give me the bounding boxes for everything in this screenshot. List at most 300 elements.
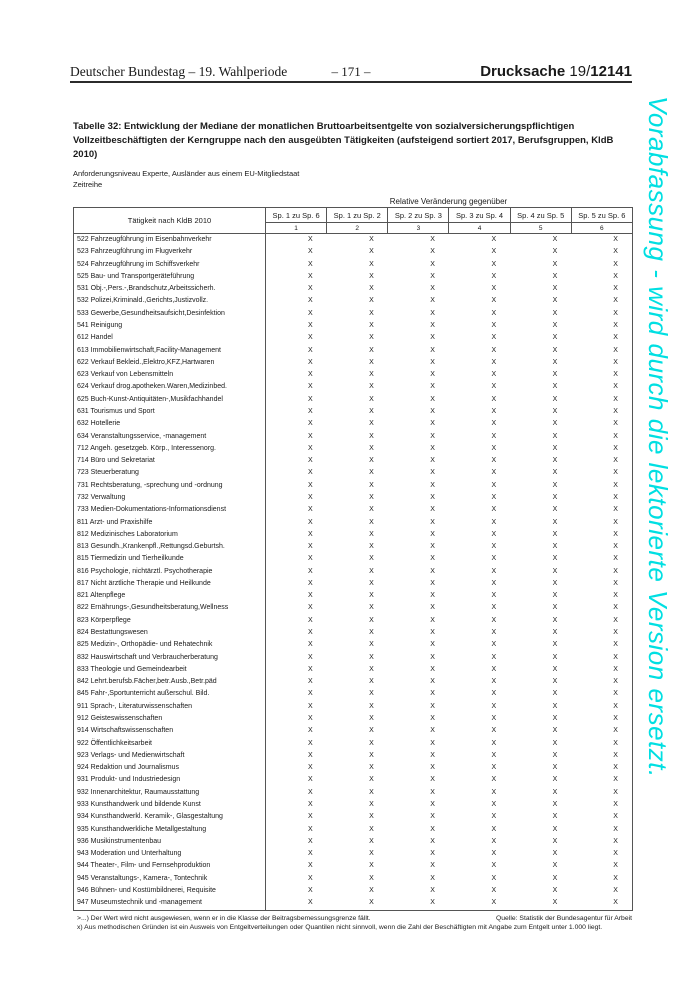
row-value: X: [307, 764, 313, 772]
header-left-text: Deutscher Bundestag – 19. Wahlperiode: [70, 64, 288, 79]
table-row: [74, 750, 633, 762]
row-label: 931 Produkt- und Industriedesign: [74, 774, 266, 786]
row-value: X: [430, 604, 435, 612]
row-value: X: [430, 629, 435, 637]
row-value: X: [430, 346, 435, 354]
row-value: X: [571, 750, 632, 762]
row-value: X: [369, 702, 374, 710]
row-value: X: [571, 676, 632, 688]
row-value: X: [307, 629, 313, 637]
row-value: X: [369, 653, 374, 661]
row-value: X: [571, 774, 632, 786]
row-value: X: [571, 885, 632, 897]
row-value: X: [430, 579, 435, 587]
row-value: X: [369, 309, 374, 317]
row-value: X: [430, 641, 435, 649]
table-row: [74, 480, 633, 492]
row-value: X: [307, 850, 313, 858]
page-number: – 171 –: [331, 64, 371, 79]
row-value: X: [571, 234, 632, 247]
row-value: X: [369, 297, 374, 305]
row-value: X: [430, 764, 435, 772]
row-value: X: [491, 432, 497, 440]
table-row: [74, 320, 633, 332]
row-value: X: [571, 320, 632, 332]
table-row: [74, 308, 633, 320]
row-value: X: [430, 739, 435, 747]
row-value: X: [571, 271, 632, 283]
row-value: X: [571, 541, 632, 553]
row-value: X: [307, 653, 313, 661]
row-label: 533 Gewerbe,Gesundheitsaufsicht,Desinfektion: [74, 308, 266, 320]
row-value: X: [571, 332, 632, 344]
row-label: 732 Verwaltung: [74, 492, 266, 504]
column-header-sp1-sp6: Sp. 1 zu Sp. 6: [266, 208, 327, 223]
row-value: X: [307, 837, 313, 845]
source-note: Quelle: Statistik der Bundesagentur für Arbeit: [495, 914, 632, 922]
row-value: X: [571, 357, 632, 369]
table-body: [74, 234, 633, 910]
row-label: 946 Bühnen- und Kostümbildnerei, Requisite: [74, 885, 266, 897]
row-label: 813 Gesundh.,Krankenpfl.,Rettungsd.Geburtsh.: [74, 541, 266, 553]
row-value: X: [552, 874, 558, 882]
row-value: X: [571, 394, 632, 406]
row-value: X: [491, 248, 497, 256]
row-value: X: [552, 334, 558, 342]
data-table: [73, 207, 633, 910]
row-value: X: [369, 764, 374, 772]
row-value: X: [369, 518, 374, 526]
table-row: [74, 443, 633, 455]
drucksache-label: [371, 63, 633, 80]
row-value: X: [571, 627, 632, 639]
row-value: X: [491, 236, 497, 244]
row-value: X: [307, 260, 313, 268]
row-value: X: [266, 897, 327, 910]
row-value: X: [430, 886, 435, 894]
table-row: [74, 345, 633, 357]
table-row: [74, 787, 633, 799]
table-row: [74, 369, 633, 381]
row-label: 947 Museumstechnik und -management: [74, 897, 266, 910]
row-value: X: [369, 886, 374, 894]
row-value: X: [491, 567, 497, 575]
row-value: X: [571, 762, 632, 774]
row-value: X: [491, 764, 497, 772]
row-label: 714 Büro und Sekretariat: [74, 455, 266, 467]
row-value: X: [430, 272, 435, 280]
row-value: X: [430, 776, 435, 784]
row-value: X: [571, 246, 632, 258]
column-number-6: 6: [571, 223, 632, 234]
row-value: X: [430, 543, 435, 551]
row-label: 935 Kunsthandwerkliche Metallgestaltung: [74, 824, 266, 836]
row-value: X: [369, 236, 374, 244]
row-value: X: [307, 862, 313, 870]
row-value: X: [369, 481, 374, 489]
row-value: X: [571, 259, 632, 271]
row-value: X: [430, 653, 435, 661]
row-label: 525 Bau- und Transportgeräteführung: [74, 271, 266, 283]
table-row: [74, 701, 633, 713]
row-label: 733 Medien-Dokumentations-Informationsdienst: [74, 504, 266, 516]
row-value: X: [491, 371, 497, 379]
table-row: [74, 885, 633, 897]
row-value: X: [369, 248, 374, 256]
row-value: X: [307, 518, 313, 526]
row-value: X: [510, 897, 571, 910]
row-value: X: [552, 432, 558, 440]
row-value: X: [491, 800, 497, 808]
row-value: X: [307, 690, 313, 698]
row-value: X: [571, 848, 632, 860]
row-value: X: [430, 678, 435, 686]
row-value: X: [369, 813, 374, 821]
row-value: X: [307, 272, 313, 280]
table-title: Tabelle 32: Entwicklung der Mediane der monatlichen Bruttoarbeitsentgelte von sozialversicherungspflichtigen Vollzeitbeschäftigten der Kerngruppe nach den ausgeübten Tätigkeiten (aufsteigend sortiert 2017, Berufsgruppen, KldB 2010): [73, 121, 614, 160]
row-label: 936 Musikinstrumentenbau: [74, 836, 266, 848]
row-value: X: [369, 285, 374, 293]
row-value: X: [307, 432, 313, 440]
row-label: 924 Redaktion und Journalismus: [74, 762, 266, 774]
row-value: X: [552, 493, 558, 501]
table-row: [74, 836, 633, 848]
row-value: X: [552, 309, 558, 317]
row-value: X: [491, 285, 497, 293]
row-value: X: [571, 873, 632, 885]
row-label: 624 Verkauf drog.apotheken.Waren,Medizinbed.: [74, 381, 266, 393]
row-value: X: [369, 665, 374, 673]
row-value: X: [369, 260, 374, 268]
row-value: X: [571, 418, 632, 430]
row-value: X: [369, 776, 374, 784]
row-value: X: [307, 236, 313, 244]
footnote-1: >...) Der Wert wird nicht ausgewiesen, wenn er in die Klasse der Beitragsbemessungsgrenze fällt.: [77, 914, 371, 922]
row-value: X: [552, 616, 558, 624]
document-content: [73, 120, 632, 933]
page-header: [70, 63, 632, 80]
row-value: X: [369, 322, 374, 330]
row-value: X: [369, 567, 374, 575]
row-value: X: [491, 715, 497, 723]
row-label: 812 Medizinisches Laboratorium: [74, 529, 266, 541]
row-value: X: [307, 739, 313, 747]
row-value: X: [369, 616, 374, 624]
row-label: 622 Verkauf Bekleid.,Elektro,KFZ,Hartwaren: [74, 357, 266, 369]
row-value: X: [552, 322, 558, 330]
row-value: X: [552, 407, 558, 415]
table-row: [74, 774, 633, 786]
row-label: 832 Hauswirtschaft und Verbraucherberatung: [74, 652, 266, 664]
table-row: [74, 824, 633, 836]
row-value: X: [571, 504, 632, 516]
row-value: X: [369, 334, 374, 342]
row-value: X: [571, 725, 632, 737]
row-label: 625 Buch-Kunst-Antiquitäten-,Musikfachhandel: [74, 394, 266, 406]
row-value: X: [369, 874, 374, 882]
table-row: [74, 615, 633, 627]
footnotes: [73, 914, 632, 933]
row-label: 934 Kunsthandwerkl. Keramik-, Glasgestaltung: [74, 811, 266, 823]
table-row: [74, 357, 633, 369]
row-value: X: [307, 506, 313, 514]
column-number-2: 2: [327, 223, 388, 234]
row-value: X: [552, 751, 558, 759]
row-value: X: [571, 615, 632, 627]
row-value: X: [430, 407, 435, 415]
row-value: X: [571, 492, 632, 504]
row-value: X: [369, 506, 374, 514]
row-value: X: [307, 371, 313, 379]
row-value: X: [369, 788, 374, 796]
row-value: X: [552, 813, 558, 821]
row-value: X: [491, 813, 497, 821]
table-row: [74, 602, 633, 614]
row-value: X: [307, 715, 313, 723]
row-label: 932 Innenarchitektur, Raumausstattung: [74, 787, 266, 799]
row-value: X: [430, 616, 435, 624]
table-row: [74, 467, 633, 479]
row-value: X: [369, 469, 374, 477]
table-row: [74, 553, 633, 565]
watermark-text: Vorabfassung - wird durch die lektorierte Version ersetzt.: [643, 96, 673, 778]
row-value: X: [491, 309, 497, 317]
row-value: X: [571, 529, 632, 541]
table-row: [74, 504, 633, 516]
row-label: 522 Fahrzeugführung im Eisenbahnverkehr: [74, 234, 266, 247]
row-value: X: [552, 678, 558, 686]
row-value: X: [552, 346, 558, 354]
row-value: X: [491, 665, 497, 673]
row-value: X: [491, 444, 497, 452]
row-value: X: [552, 358, 558, 366]
row-value: X: [491, 530, 497, 538]
row-value: X: [552, 739, 558, 747]
table-row: [74, 381, 633, 393]
row-value: X: [307, 543, 313, 551]
column-header-sp2-sp3: Sp. 2 zu Sp. 3: [388, 208, 449, 223]
row-value: X: [307, 886, 313, 894]
column-number-3: 3: [388, 223, 449, 234]
row-value: X: [571, 345, 632, 357]
row-value: X: [307, 346, 313, 354]
row-value: X: [552, 260, 558, 268]
row-value: X: [491, 727, 497, 735]
table-row: [74, 652, 633, 664]
column-group-header: Relative Veränderung gegenüber: [389, 197, 508, 207]
row-label: 842 Lehrt.berufsb.Fächer,betr.Ausb.,Betr.päd: [74, 676, 266, 688]
table-row: [74, 418, 633, 430]
row-value: X: [571, 590, 632, 602]
row-label: 933 Kunsthandwerk und bildende Kunst: [74, 799, 266, 811]
row-value: X: [430, 395, 435, 403]
row-value: X: [552, 579, 558, 587]
row-value: X: [552, 862, 558, 870]
row-value: X: [430, 285, 435, 293]
row-value: X: [571, 295, 632, 307]
row-value: X: [369, 420, 374, 428]
row-value: X: [307, 309, 313, 317]
table-row: [74, 492, 633, 504]
row-label: 712 Angeh. gesetzgeb. Körp., Interessenorg.: [74, 443, 266, 455]
row-value: X: [369, 555, 374, 563]
row-value: X: [571, 701, 632, 713]
row-value: X: [571, 738, 632, 750]
row-value: X: [491, 555, 497, 563]
row-value: X: [552, 764, 558, 772]
table-row: [74, 529, 633, 541]
column-header-sp3-sp4: Sp. 3 zu Sp. 4: [449, 208, 510, 223]
row-value: X: [327, 897, 388, 910]
row-value: X: [552, 530, 558, 538]
row-value: X: [491, 395, 497, 403]
row-value: X: [552, 825, 558, 833]
row-value: X: [571, 836, 632, 848]
table-row: [74, 394, 633, 406]
row-value: X: [369, 457, 374, 465]
row-value: X: [307, 567, 313, 575]
row-value: X: [552, 506, 558, 514]
row-value: X: [571, 811, 632, 823]
row-label: 823 Körperpflege: [74, 615, 266, 627]
row-value: X: [552, 469, 558, 477]
table-row: [74, 566, 633, 578]
row-value: X: [307, 420, 313, 428]
table-row: [74, 738, 633, 750]
row-value: X: [571, 578, 632, 590]
row-label: 632 Hotellerie: [74, 418, 266, 430]
row-value: X: [430, 457, 435, 465]
row-value: X: [491, 604, 497, 612]
row-value: X: [388, 897, 449, 910]
table-row: [74, 799, 633, 811]
row-value: X: [571, 897, 632, 910]
row-value: X: [307, 641, 313, 649]
row-value: X: [552, 800, 558, 808]
row-value: X: [369, 629, 374, 637]
row-value: X: [307, 493, 313, 501]
row-value: X: [307, 702, 313, 710]
row-value: X: [552, 629, 558, 637]
table-row: [74, 627, 633, 639]
table-row: [74, 713, 633, 725]
column-number-5: 5: [510, 223, 571, 234]
row-value: X: [552, 715, 558, 723]
row-label: 825 Medizin-, Orthopädie- und Rehatechnik: [74, 639, 266, 651]
row-value: X: [552, 395, 558, 403]
row-value: X: [307, 751, 313, 759]
row-label: 531 Obj.-,Pers.-,Brandschutz,Arbeitssicherh.: [74, 283, 266, 295]
table-row: [74, 639, 633, 651]
row-value: X: [369, 530, 374, 538]
row-label: 944 Theater-, Film- und Fernsehproduktion: [74, 860, 266, 872]
row-value: X: [552, 788, 558, 796]
table-row: [74, 541, 633, 553]
row-label: 612 Handel: [74, 332, 266, 344]
row-value: X: [491, 641, 497, 649]
row-value: X: [430, 715, 435, 723]
row-value: X: [491, 457, 497, 465]
row-label: 923 Verlags- und Medienwirtschaft: [74, 750, 266, 762]
row-value: X: [552, 567, 558, 575]
row-value: X: [491, 788, 497, 796]
row-value: X: [307, 334, 313, 342]
row-value: X: [571, 443, 632, 455]
table-row: [74, 664, 633, 676]
row-value: X: [430, 432, 435, 440]
row-value: X: [552, 236, 558, 244]
row-value: X: [307, 395, 313, 403]
row-value: X: [571, 369, 632, 381]
row-value: X: [552, 457, 558, 465]
table-row: [74, 406, 633, 418]
row-value: X: [369, 543, 374, 551]
row-label: 911 Sprach-, Literaturwissenschaften: [74, 701, 266, 713]
row-value: X: [491, 874, 497, 882]
row-value: X: [430, 530, 435, 538]
row-value: X: [491, 322, 497, 330]
row-label: 822 Ernährungs-,Gesundheitsberatung,Wellness: [74, 602, 266, 614]
row-value: X: [430, 383, 435, 391]
row-value: X: [307, 813, 313, 821]
row-value: X: [307, 285, 313, 293]
row-value: X: [430, 874, 435, 882]
row-value: X: [571, 860, 632, 872]
row-value: X: [491, 886, 497, 894]
row-value: X: [571, 652, 632, 664]
table-row: [74, 848, 633, 860]
row-value: X: [307, 874, 313, 882]
row-value: X: [369, 371, 374, 379]
row-value: X: [369, 395, 374, 403]
row-label: 912 Geisteswissenschaften: [74, 713, 266, 725]
table-row: [74, 762, 633, 774]
row-value: X: [369, 678, 374, 686]
row-value: X: [491, 260, 497, 268]
row-value: X: [307, 248, 313, 256]
row-value: X: [571, 713, 632, 725]
row-label: 914 Wirtschaftswissenschaften: [74, 725, 266, 737]
row-value: X: [491, 592, 497, 600]
table-row: [74, 860, 633, 872]
table-row: [74, 578, 633, 590]
table-row: [74, 688, 633, 700]
row-value: X: [491, 493, 497, 501]
row-value: X: [552, 702, 558, 710]
row-value: X: [369, 739, 374, 747]
row-value: X: [571, 480, 632, 492]
row-value: X: [552, 727, 558, 735]
row-label: 833 Theologie und Gemeindearbeit: [74, 664, 266, 676]
row-value: X: [307, 825, 313, 833]
row-value: X: [571, 664, 632, 676]
footnote-2: x) Aus methodischen Gründen ist ein Ausweis von Entgeltverteilungen oder Quantilen nicht sinnvoll, wenn die Zahl der Beschäftigten mit Angabe zum Entgelt unter 1.000 liegt.: [77, 924, 603, 932]
row-label: 816 Psychologie, nichtärztl. Psychotherapie: [74, 566, 266, 578]
row-value: X: [430, 248, 435, 256]
row-value: X: [430, 665, 435, 673]
row-value: X: [430, 788, 435, 796]
row-value: X: [491, 543, 497, 551]
row-value: X: [491, 334, 497, 342]
row-value: X: [307, 530, 313, 538]
row-label: 943 Moderation und Unterhaltung: [74, 848, 266, 860]
row-value: X: [307, 444, 313, 452]
column-header-sp5-sp6: Sp. 5 zu Sp. 6: [571, 208, 632, 223]
row-value: X: [307, 616, 313, 624]
row-value: X: [491, 850, 497, 858]
row-value: X: [552, 776, 558, 784]
row-value: X: [307, 727, 313, 735]
